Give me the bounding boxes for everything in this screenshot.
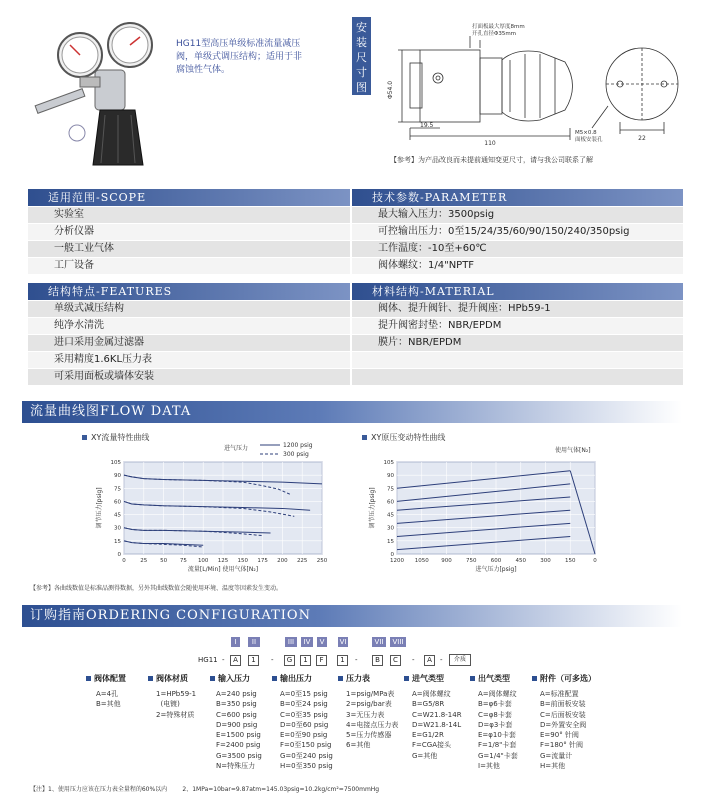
x-tick-label: 75 bbox=[179, 558, 187, 564]
product-description-line1: HG11型高压单级标准流量减压 bbox=[176, 39, 301, 49]
x-tick-label: 0 bbox=[122, 558, 126, 564]
x-tick-label: 300 bbox=[540, 558, 551, 564]
parameter-header: 技术参数-PARAMETER bbox=[352, 189, 683, 206]
legend-entry: 1200 psig bbox=[283, 442, 313, 449]
note-panel: 打面板最大厚度8mm bbox=[472, 24, 525, 30]
config-options-inlet-type: A=阀体螺纹 B=G5/8R C=W21.8-14R D=W21.8-14L E=G1/2R F=CGA接头 G=其他 bbox=[412, 690, 462, 760]
dim-110: 110 bbox=[484, 140, 496, 147]
chart-annotation: 使用气体[N₂] bbox=[555, 447, 591, 454]
config-header-inlet: 输入压力 bbox=[210, 673, 250, 684]
config-header-inlet-type: 进气类型 bbox=[404, 673, 444, 684]
x-tick-label: 1050 bbox=[414, 558, 429, 564]
features-header: 结构特点-FEATURES bbox=[28, 283, 350, 300]
roman-label: V bbox=[317, 637, 327, 647]
config-options-gauge: 1=psig/MPa表 2=psig/bar表 3=无压力表 4=电接点压力表 5=压力传感器 6=其他 bbox=[346, 690, 399, 750]
y-tick-label: 60 bbox=[387, 499, 394, 506]
scope-item: 工厂设备 bbox=[28, 258, 350, 274]
regulator-product-image bbox=[25, 15, 175, 175]
scope-item: 一般工业气体 bbox=[28, 241, 350, 257]
config-options-outlet: A=0至15 psig B=0至24 psig C=0至35 psig D=0至60 psig E=0至90 psig F=0至150 psig G=0至240 psig H=0至350 psig bbox=[280, 690, 333, 771]
code-box: A bbox=[230, 655, 241, 666]
y-tick-label: 75 bbox=[387, 486, 394, 493]
install-reference-note: 【参考】为产品改良而未提前通知变更尺寸，请与我公司联系了解 bbox=[390, 156, 593, 164]
y-tick-label: 75 bbox=[114, 486, 121, 493]
ordering-header: 订购指南ORDERING CONFIGURATION bbox=[22, 605, 682, 627]
legend-title: 进气压力 bbox=[224, 445, 249, 452]
inlet-pressure-characteristic-chart bbox=[365, 440, 615, 576]
config-options-material: 1=HPb59-1 (电镀) 2=特殊材质 bbox=[156, 690, 197, 719]
y-tick-label: 0 bbox=[390, 552, 394, 558]
y-tick-label: 45 bbox=[114, 512, 121, 519]
material-header: 材料结构-MATERIAL bbox=[352, 283, 683, 300]
flow-characteristic-chart bbox=[92, 440, 342, 576]
x-tick-label: 200 bbox=[277, 558, 288, 564]
y-tick-label: 90 bbox=[387, 473, 394, 480]
roman-label: VII bbox=[372, 637, 386, 647]
x-tick-label: 250 bbox=[316, 558, 328, 564]
install-dimension-drawing bbox=[380, 18, 700, 148]
x-tick-label: 450 bbox=[515, 558, 526, 564]
scope-header: 适用范围-SCOPE bbox=[28, 189, 350, 206]
flow-reference-note: 【参考】各曲线数值是标准品测得数据，另外其曲线数值会随使用环境、温度等因素发生变动。 bbox=[30, 585, 283, 592]
parameter-item: 工作温度：-10至+60℃ bbox=[352, 241, 683, 257]
dim-diameter: Φ54.0 bbox=[387, 80, 394, 100]
x-tick-label: 1200 bbox=[390, 558, 404, 564]
code-box: B bbox=[372, 655, 383, 666]
features-item: 进口采用金属过滤器 bbox=[28, 335, 350, 351]
y-tick-label: 45 bbox=[387, 512, 394, 519]
material-item: 提升阀密封垫：NBR/EPDM bbox=[352, 318, 683, 334]
y-tick-label: 0 bbox=[117, 552, 121, 558]
roman-label: VI bbox=[339, 638, 347, 646]
roman-label: III bbox=[285, 637, 297, 647]
x-tick-label: 150 bbox=[565, 558, 576, 564]
y-axis-label: 调节压力[psig] bbox=[96, 487, 103, 529]
y-tick-label: 15 bbox=[114, 538, 121, 545]
x-tick-label: 25 bbox=[140, 558, 148, 564]
product-description-line2: 阀，单级式调压结构；适用于非 bbox=[176, 52, 303, 62]
config-options-inlet: A=240 psig B=350 psig C=600 psig D=900 psig E=1500 psig F=2400 psig G=3500 psig N=特殊压力 bbox=[216, 690, 262, 771]
legend-entry: 300 psig bbox=[283, 451, 309, 458]
roman-label: I bbox=[231, 637, 240, 647]
chart2-title: XY原压变动特性曲线 bbox=[362, 432, 445, 443]
code-box: 1 bbox=[248, 655, 259, 666]
config-header-outlet: 输出压力 bbox=[272, 673, 312, 684]
scope-item: 分析仪器 bbox=[28, 224, 350, 240]
code-box: C bbox=[390, 655, 401, 666]
y-tick-label: 30 bbox=[387, 525, 394, 532]
x-tick-label: 900 bbox=[441, 558, 452, 564]
chart1-title: XY流量特性曲线 bbox=[82, 432, 149, 443]
parameter-item: 可控输出压力：0至15/24/35/60/90/150/240/350psig bbox=[352, 224, 683, 240]
install-diagram-label: 安 装 尺 寸 图 bbox=[352, 17, 371, 95]
roman-label: IV bbox=[301, 637, 313, 647]
y-axis-label: 调节压力[psig] bbox=[369, 487, 376, 529]
y-tick-label: 30 bbox=[114, 525, 121, 532]
config-header-material: 阀体材质 bbox=[148, 673, 188, 684]
config-header-body: 阀体配置 bbox=[86, 673, 126, 684]
code-box: 1 bbox=[337, 655, 348, 666]
code-box: A bbox=[424, 655, 435, 666]
roman-label: VIII bbox=[390, 637, 406, 647]
features-item: 单级式减压结构 bbox=[28, 301, 350, 317]
code-box: 1 bbox=[300, 655, 311, 666]
y-tick-label: 90 bbox=[114, 473, 121, 480]
x-axis-label: 进气压力[psig] bbox=[475, 566, 517, 573]
y-tick-label: 105 bbox=[110, 460, 121, 466]
dim-m5-sub: 面板安装孔 bbox=[575, 137, 603, 143]
config-header-outlet-type: 出气类型 bbox=[470, 673, 510, 684]
note-hole: 开孔直径Φ35mm bbox=[472, 31, 517, 37]
config-header-accessory: 附件（可多选） bbox=[532, 673, 596, 684]
dim-m5: M5×0.8 bbox=[575, 130, 597, 136]
dim-22: 22 bbox=[638, 135, 646, 142]
material-item: 阀体、提升阀针、提升阀座：HPb59-1 bbox=[352, 301, 683, 317]
x-tick-label: 175 bbox=[257, 558, 268, 564]
y-tick-label: 60 bbox=[114, 499, 121, 506]
ordering-footnote: 【注】1、使用压力应该在压力表全量程的60%以内 2、1MPa=10bar=9.87atm=145.03psig=10.2kg/cm²=7500mmHg bbox=[30, 786, 380, 793]
material-item: 膜片：NBR/EPDM bbox=[352, 335, 683, 351]
flow-data-header: 流量曲线图FLOW DATA bbox=[22, 401, 682, 423]
catalog-page: HG11型高压单级标准流量减压 阀，单级式调压结构；适用于非 腐蚀性气体。 安 装 尺 寸 图 Φ54.0 19.5 110 打面板最大厚度8mm 开孔直径Φ35mm M5×0.8 面板安装孔 22 【参考】为产品改良而未提前通知变更尺寸，请与我公司联系了解 适用范围-SCOPE 技术参数-PARAMETER 实验室 分析仪器 一般工业气体 工厂设备 最大输入压力：3500psig 可控输出压力：0至15/24/35/60/90/150/240/350psig 工作温度：-10至+60℃ 阀体螺纹：1/4"NPTF 结构特点-FEATURES 材料结构-MATERIAL 单级式减压结构 纯净水清洗 进口采用金属过滤器 采用精度1.6KL压力表 可采用面板或墙体安装 阀体、提升阀针、提升阀座：HPb59-1 提升阀密封垫：NBR/EPDM 膜片：NBR/EPDM 流量曲线图FLOW DATA XY流量特性曲线 XY原压变动特性曲线 0 25 50 75 100 125 150 175 200 225 250 0 15 30 45 60 75 90 105 流量[L/Min] 使用气体[N₂] 调节压力[psig] 进气压力 1200 psig 300 psig 1200 1050 900 750 600 450 300 150 0 0 15 30 45 60 75 90 105 进气压力[psig] 调节压力[psig] 使用气体[N₂] 【参考】各曲线数值是标准品测得数据，另外其曲线数值会随使用环境、温度等因素发生变动。 订购指南ORDERING CONFIGURATION I II III IV V VI VII VIII HG11 - A 1 - G 1 F 1 - B C - A - 介质 阀体配置 阀体材质 输入压力 输出压力 压力表 进气类型 出气类型 附件（可多选） A=4孔 B=其他 1=HPb59-1 (电镀) 2=特殊材质 A=240 psig B=350 psig C=600 psig D=900 psig E=1500 psig F=2400 psig G=3500 psig N=特殊压力 A=0至15 psig B=0至24 psig C=0至35 psig D=0至60 psig E=0至90 psig F=0至150 psig G=0至240 psig H=0至350 psig 1=psig/MPa表 2=psig/bar表 3=无压力表 4=电接点压力表 5=压力传感器 6=其他 A=阀体螺纹 B=G5/8R C=W21.8-14R D=W21.8-14L E=G1/2R F=CGA接头 G=其他 A=阀体螺纹 B=φ6卡套 C=φ8卡套 D=φ3卡套 E=φ10卡套 F=1/8"卡套 G=1/4"卡套 I=其他 A=标准配置 B=前面板安装 C=后面板安装 D=外置安全阀 E=90° 针阀 F=180° 针阀 G=流量计 H=其他 【注】1、使用压力应该在压力表全量程的60%以内 2、1MPa=10bar=9.87atm=145.03psig=10.2kg/cm²=7500mmHg bbox=[0, 0, 704, 799]
x-tick-label: 125 bbox=[217, 558, 229, 564]
y-tick-label: 105 bbox=[383, 460, 394, 466]
x-tick-label: 600 bbox=[490, 558, 502, 564]
x-tick-label: 0 bbox=[593, 558, 597, 564]
medium-box: 介质 bbox=[449, 654, 471, 666]
config-options-outlet-type: A=阀体螺纹 B=φ6卡套 C=φ8卡套 D=φ3卡套 E=φ10卡套 F=1/8"卡套 G=1/4"卡套 I=其他 bbox=[478, 690, 518, 771]
model-code: HG11 bbox=[198, 656, 218, 664]
x-tick-label: 750 bbox=[466, 558, 477, 564]
dim-19: 19.5 bbox=[420, 122, 434, 129]
scope-item: 实验室 bbox=[28, 207, 350, 223]
config-options-accessory: A=标准配置 B=前面板安装 C=后面板安装 D=外置安全阀 E=90° 针阀 F=180° 针阀 G=流量计 H=其他 bbox=[540, 690, 587, 771]
features-item: 采用精度1.6KL压力表 bbox=[28, 352, 350, 368]
code-box: F bbox=[316, 655, 327, 666]
x-tick-label: 100 bbox=[197, 558, 209, 564]
roman-label: II bbox=[248, 637, 260, 647]
config-options-body: A=4孔 B=其他 bbox=[96, 690, 121, 709]
features-item: 可采用面板或墙体安装 bbox=[28, 369, 350, 385]
x-tick-label: 50 bbox=[160, 558, 168, 564]
config-header-gauge: 压力表 bbox=[338, 673, 370, 684]
parameter-item: 最大输入压力：3500psig bbox=[352, 207, 683, 223]
x-tick-label: 150 bbox=[237, 558, 249, 564]
x-axis-label: 流量[L/Min] 使用气体[N₂] bbox=[187, 566, 259, 573]
code-box: G bbox=[284, 655, 295, 666]
x-tick-label: 225 bbox=[296, 558, 308, 564]
product-description-line3: 腐蚀性气体。 bbox=[176, 65, 231, 75]
y-tick-label: 15 bbox=[387, 538, 394, 545]
parameter-item: 阀体螺纹：1/4"NPTF bbox=[352, 258, 683, 274]
features-item: 纯净水清洗 bbox=[28, 318, 350, 334]
